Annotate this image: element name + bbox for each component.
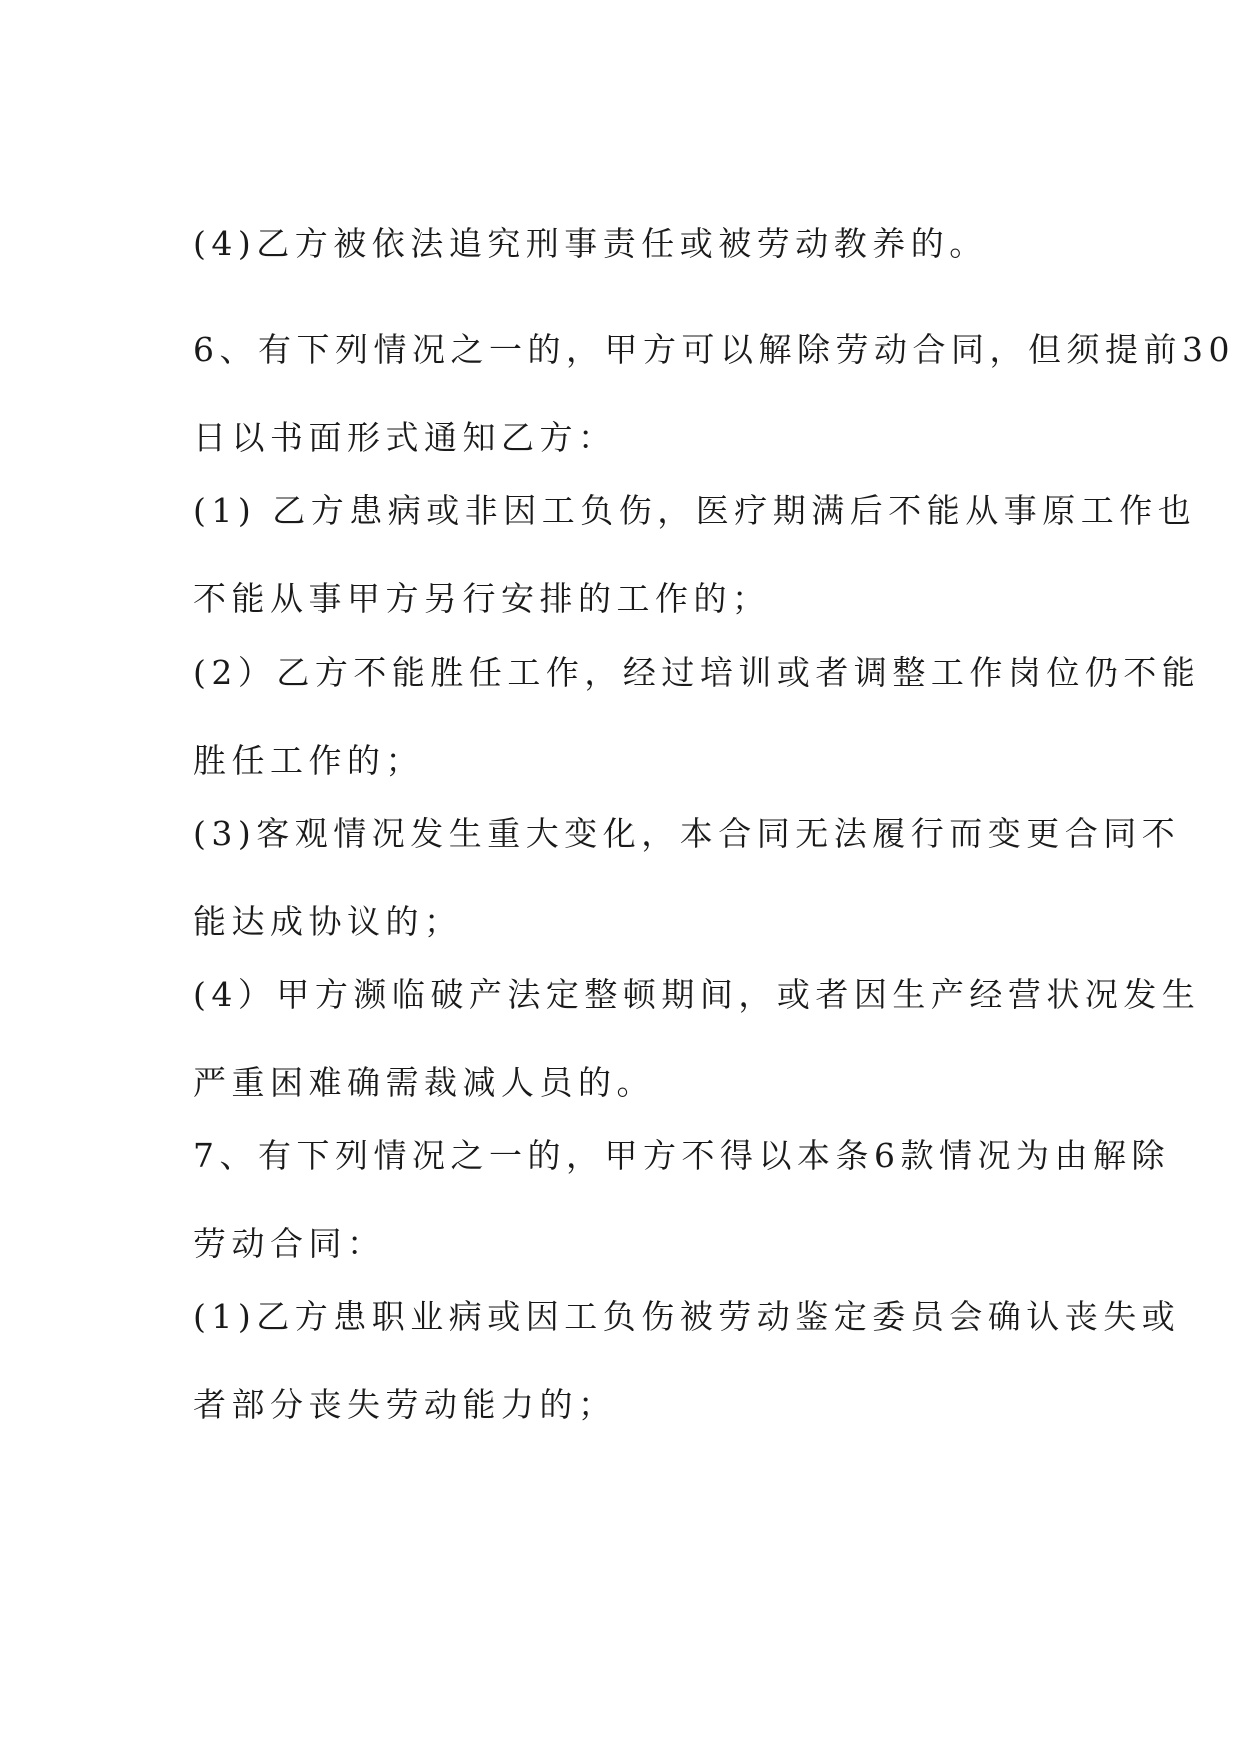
paragraph-clause-7 [193,1112,1170,1288]
text-line: 能达成协议的； [193,902,463,941]
text-line: 日以书面形式通知乙方： [193,418,617,457]
paragraph-clause-6-1 [193,467,1197,643]
text-line: (1) 乙方患病或非因工负伤，医疗期满后不能从事原工作也 [193,491,1197,530]
text-line: (1)乙方患职业病或因工负伤被劳动鉴定委员会确认丧失或 [193,1297,1181,1336]
text-line: 7、有下列情况之一的，甲方不得以本条6款情况为由解除 [193,1136,1170,1175]
text-line: (3)客观情况发生重大变化，本合同无法履行而变更合同不 [193,814,1181,853]
text-line: (4）甲方濒临破产法定整顿期间，或者因生产经营状况发生 [193,975,1201,1014]
paragraph-clause-6-2 [193,629,1201,805]
paragraph-clause-6-3 [193,790,1181,966]
text-line: 不能从事甲方另行安排的工作的； [193,579,771,618]
text-line: 劳动合同： [193,1224,386,1263]
text-line: (2）乙方不能胜任工作，经过培训或者调整工作岗位仍不能 [193,653,1201,692]
paragraph-clause-7-1 [193,1273,1181,1449]
text-line: 严重困难确需裁减人员的。 [193,1063,655,1102]
paragraph-clause-6 [193,306,1235,482]
text-line: 者部分丧失劳动能力的； [193,1385,617,1424]
text-line: (4)乙方被依法追究刑事责任或被劳动教养的。 [193,224,988,263]
text-line: 6、有下列情况之一的，甲方可以解除劳动合同，但须提前30 [193,330,1235,369]
text-line: 胜任工作的； [193,741,424,780]
paragraph-clause-6-4 [193,951,1201,1127]
paragraph-clause-4-criminal [193,200,1053,288]
